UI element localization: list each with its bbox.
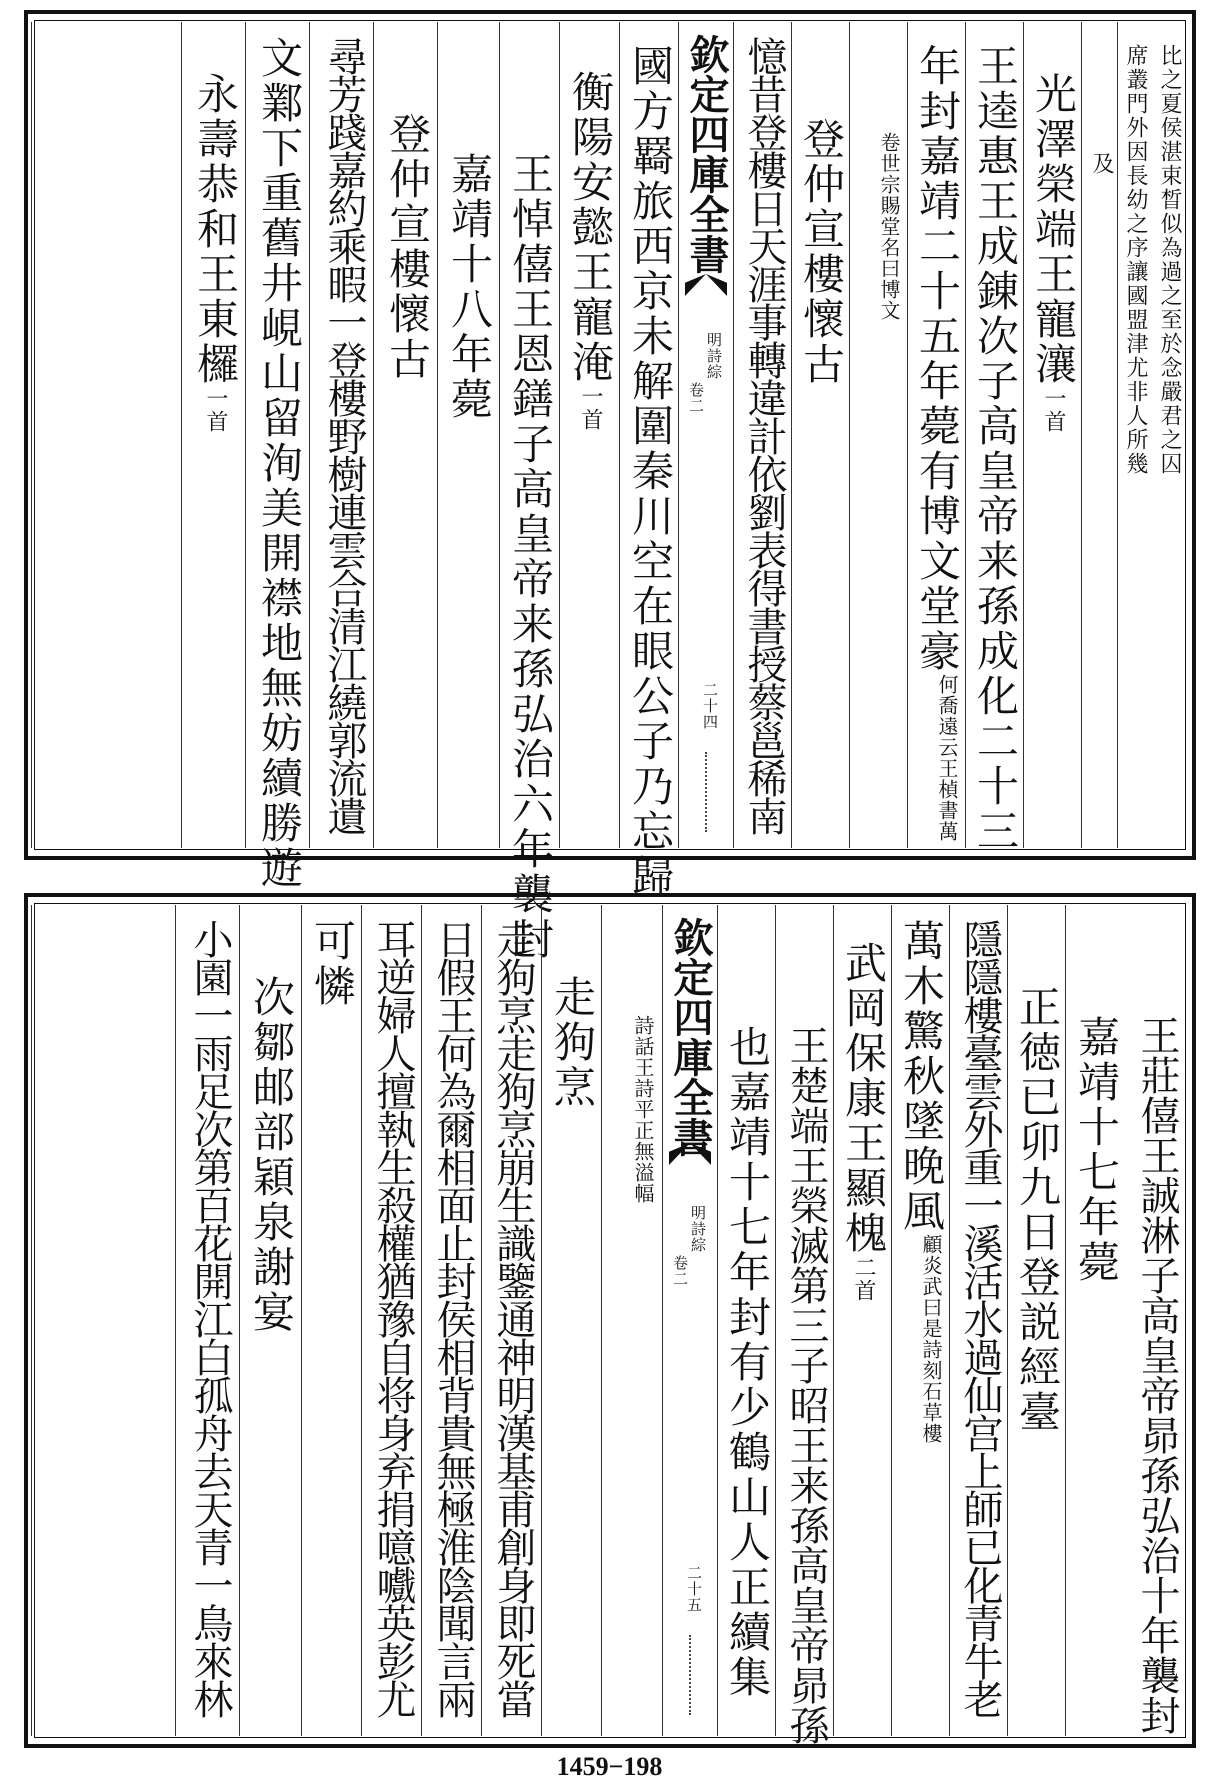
column-text [1029,72,1078,433]
top-page-panel [24,10,1196,962]
text-column [965,22,1024,854]
poet-name: 衡陽安懿王寵淹 [566,70,615,385]
text-column [481,905,542,1736]
text-column [239,905,302,1736]
annotation-right: 顧炎武曰是 [919,1234,943,1339]
text-column [421,905,482,1736]
column-text [612,1015,654,1204]
column-text: 次鄒邮部穎泉謝宴 [247,975,296,1335]
column-text: 隱隱樓臺雲外重一溪活水過仙宫上師已化青牛老 [957,919,1003,1717]
annotation-left: 名曰博文 [877,237,901,321]
text-column [849,22,908,848]
column-text [913,44,962,842]
book-title: 明詩綜 [689,1205,707,1253]
poet-name: 光澤榮端王寵瀼 [1029,72,1078,387]
text-column [175,905,240,1736]
text-column [541,905,602,1736]
column-text [191,72,240,433]
column-text: 也嘉靖十七年封有少鶴山人正續集 [723,1025,772,1700]
text-column [891,905,950,1736]
column-text: 嘉靖十八年薨 [445,152,494,422]
fish-tail-mark [685,274,727,296]
annotation-right: 詩話王詩平 [631,1015,655,1120]
text-column [309,22,374,848]
fold-column [662,905,718,1736]
text-column [949,905,1008,1736]
text-column [499,22,560,962]
bottom-page-panel [24,893,1196,1748]
volume-label: 卷二 [671,1255,689,1287]
column-text: 王楚端王榮滅第三子昭王来孫高皇帝昴孫 [783,1025,829,1745]
poem-count: 一首 [1041,387,1066,433]
column-text: 走狗烹走狗烹崩生識鑒通神明漢基甫創身即死當 [490,919,536,1717]
text-column [1152,22,1186,848]
text-column [1065,905,1126,1736]
column-text: 文鄴下重舊井峴山留洵美開襟地無妨續勝遊 [255,36,304,891]
folio-number: 二十四 [701,682,719,730]
column-text: 比之夏侯湛束晳似為過之至於念嚴君之囚 [1157,44,1182,476]
blank-column [31,22,182,848]
column-text: 尋芳踐嘉約乘暇一登樓野樹連雲合清江繞郭流遺 [321,36,367,834]
column-text [858,132,900,321]
text-column [833,905,892,1736]
library-title: 欽定四庫全書 [683,34,730,274]
column-text: 登仲宣樓懷古 [797,117,846,387]
text-column [775,905,834,1745]
fold-column [678,22,734,848]
text-column [733,22,792,848]
text-column [907,22,966,848]
text-column [1126,905,1186,1736]
page-number: 1459−198 [556,1752,663,1781]
column-text [566,70,615,431]
poet-name: 永壽恭和王東欏 [191,72,240,387]
text-column [559,22,620,848]
text-column [245,22,310,891]
text-column [619,22,680,899]
volume-label: 卷二 [687,382,705,414]
column-text: 王逵惠王成錬次子高皇帝来孫成化二十三 [971,44,1020,854]
text-column [791,22,850,848]
text-column [373,22,438,848]
column-text: 席叢門外因長幼之序讓國盟津尤非人所幾 [1123,44,1148,476]
folio-number: 二十五 [685,1565,703,1613]
column-text: 耳逆婦人擅執生殺權猶豫自将身弃捐噫嚱英彭尤 [370,919,416,1717]
library-title: 欽定四庫全書 [667,917,714,1157]
column-text [897,919,946,1444]
annotation-right: 卷世宗賜堂 [877,132,901,237]
annotation-left: 正無溢幅 [631,1120,655,1204]
annotation-left: 王楨書萬 [935,758,959,842]
fold-dotted-line [705,752,707,832]
text-column [437,22,500,848]
column-text: 王莊僖王誠淋子高皇帝昴孫弘治十年襲封 [1134,1015,1180,1735]
poem-count: 二首 [851,1256,876,1302]
text-column [1023,22,1082,848]
text-column [601,905,664,1736]
column-text: 王悼僖王恩鐥子高皇帝来孫弘治六年襲封 [506,152,555,962]
column-text: 日假王何為爾相面止封侯相背貴無極淮陰聞言兩 [430,919,476,1717]
annotation-right: 何喬遠云 [935,674,959,758]
text-column [181,22,246,848]
column-text: 小園一雨足次第百花開江白孤舟去天青一鳥來林 [187,919,233,1717]
column-text [839,941,888,1302]
main-text: 年封嘉靖二十五年薨有博文堂豪 [913,44,962,674]
annotation-left: 詩刻石草樓 [919,1339,943,1444]
column-text: 嘉靖十七年薨 [1072,1015,1121,1285]
poem-count: 一首 [578,385,603,431]
text-column [301,905,362,1736]
text-column [1117,22,1152,848]
main-text: 萬木驚秋墜晚風 [897,919,946,1234]
fold-dotted-line [689,1635,691,1715]
text-column [1081,22,1118,848]
text-column [717,905,776,1736]
poet-name: 武岡保康王顯槐 [839,941,888,1256]
text-column [1007,905,1066,1736]
column-text: 及 [1089,152,1114,176]
column-text: 憶昔登樓日天涯事轉違計依劉表得書授蔡邕稀南 [741,36,787,834]
poem-count: 一首 [203,387,228,433]
column-text: 國方羇旅西京未解圍秦川空在眼公子乃忘歸 [626,44,675,899]
blank-column [31,905,176,1736]
book-title: 明詩綜 [705,332,723,380]
column-text: 正徳已卯九日登説經臺 [1013,985,1062,1435]
column-text: 走狗烹 [548,975,597,1110]
column-text: 登仲宣樓懷古 [383,112,432,382]
column-text: 可憐 [308,919,357,1009]
text-column [361,905,422,1736]
